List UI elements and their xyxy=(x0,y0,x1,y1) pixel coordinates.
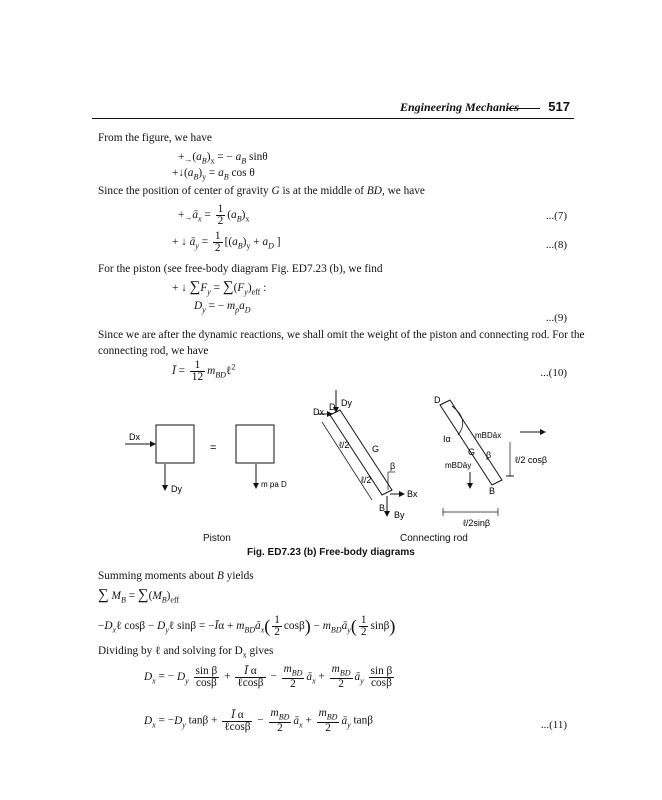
label-Dx-rod: Dx xyxy=(313,407,324,417)
label-By: By xyxy=(394,510,405,520)
para-moments-2: yields xyxy=(223,570,254,582)
figure-caption: Fig. ED7.23 (b) Free-body diagrams xyxy=(247,547,415,558)
label-Ialpha: Iα xyxy=(443,434,451,444)
label-G-rod2: G xyxy=(468,447,476,457)
label-piston: Piston xyxy=(203,533,231,544)
label-connecting-rod: Connecting rod xyxy=(400,533,468,544)
header-rule xyxy=(92,118,574,119)
label-beta-rod: β xyxy=(390,461,396,471)
para-moments-1: Summing moments about xyxy=(98,570,217,582)
label-G-rod: G xyxy=(372,444,380,454)
para-dividing-sub: x xyxy=(242,650,247,660)
piston-inertia-box xyxy=(236,425,274,463)
label-D-rod: D xyxy=(329,402,336,412)
label-mpaD: m pa D xyxy=(261,480,287,489)
running-header xyxy=(400,100,570,114)
para-center-gravity-1: Since the position of center of gravity xyxy=(98,185,272,197)
eqno-11: ...(11) xyxy=(540,719,567,731)
equation-11: $D_x = -D_y$ tanβ + $\frac{\text{Ī α}}{\text{ℓcosβ}}$ − $\frac{m_{BD}}{2}$ $ā_x$ + $\frac{m_{BD}}{2}$ $ā_y$ tanβ xyxy=(144,707,374,735)
eqno-8: ...(8) xyxy=(545,239,567,251)
equation-sum-moments: ∑ $M_B = \sum(M_B)_{eff}$ xyxy=(98,587,180,605)
equation-sum-forces: + ↓ $\sum F_y = \sum(F_y)_{eff}$ : xyxy=(172,279,267,297)
label-beta-rod2: β xyxy=(486,450,492,460)
para-moments-B: B xyxy=(216,570,224,582)
equation-10: Ī = $\frac{1}{12}$ $m_{BD}\ell^2$ xyxy=(172,359,236,383)
label-l2cos: ℓ/2 cosβ xyxy=(515,455,548,465)
header-dash xyxy=(508,108,540,109)
para-center-gravity-BD: BD xyxy=(366,185,382,197)
label-Dy-rod: Dy xyxy=(341,398,352,408)
equation-7: $+\to ā_x$ = $\frac{1}{2}$ $(a_B)_x$ xyxy=(178,203,250,227)
label-l2sin: ℓ/2sinβ xyxy=(463,518,491,528)
label-l2-bottom: ℓ/2 xyxy=(361,475,372,485)
equation-Dx-1: $D_x$ = − $D_y$ $\frac{\text{sin β}}{\cos\beta}$ + $\frac{\text{Ī α}}{\text{ℓcosβ}}$ − $\frac{m_{BD}}{2}$ $ā_x$ + $\frac{m_{BD}}{2}$ $ā_y$ $\frac{\text{sin β}}{\cos\beta}$ xyxy=(144,663,393,691)
page-number: 517 xyxy=(548,99,570,114)
label-mbday: mBDāy xyxy=(445,461,472,470)
piston-box xyxy=(156,425,194,463)
equation-aBy: $+↓(a_B)_y = a_B$ cos θ xyxy=(172,167,255,182)
para-center-gravity-3: , we have xyxy=(381,185,425,197)
para-dynamic-2: connecting rod, we have xyxy=(98,345,209,357)
label-B-rod: B xyxy=(379,503,386,513)
book-title: Engineering Mechanics xyxy=(400,100,520,114)
para-from-figure: From the figure, we have xyxy=(98,132,212,144)
eqno-10: ...(10) xyxy=(540,367,567,379)
label-mbdax: mBDāx xyxy=(475,431,502,440)
equals-sign: = xyxy=(210,442,217,454)
label-Dy: Dy xyxy=(171,484,182,494)
para-dividing-2: gives xyxy=(246,645,274,657)
equation-moment-expanded: $-D_x\ell$ $\cos\beta - D_y\ell$ sinβ = −Īα + $m_{BD}ā_x$( $\frac{1}{2}$ $\cos\beta) - m_{BD}ā_y$( $\frac{1}{2}$ sinβ) xyxy=(98,614,396,638)
eqno-7: ...(7) xyxy=(545,210,567,222)
equation-aBx: $+\to(a_B)_x$ = − $a_B$ sinθ xyxy=(178,151,268,166)
para-dividing xyxy=(98,644,273,662)
para-dividing-1: Dividing by ℓ and solving for D xyxy=(98,645,243,657)
label-l2-top: ℓ/2 xyxy=(339,440,350,450)
para-center-gravity xyxy=(98,184,425,198)
label-Bx: Bx xyxy=(407,489,418,499)
label-D-rod2: D xyxy=(434,395,441,405)
label-B-rod2: B xyxy=(489,486,496,496)
equation-8: + ↓ $ā_y$ = $\frac{1}{2}$ [$(a_B)_y + a_D$ ] xyxy=(172,230,281,254)
free-body-diagram xyxy=(0,390,662,570)
para-dynamic-1: Since we are after the dynamic reactions, we shall omit the weight of the piston and connecting rod. For the xyxy=(98,329,585,341)
equation-9: $D_y$ = − $m_pa_D$ xyxy=(194,300,251,315)
para-center-gravity-G: G xyxy=(271,185,280,197)
para-piston: For the piston (see free-body diagram Fig. ED7.23 (b), we find xyxy=(98,263,383,275)
para-center-gravity-2: is at the middle of xyxy=(279,185,367,197)
para-moments xyxy=(98,569,254,583)
label-Dx: Dx xyxy=(129,432,140,442)
eqno-9: ...(9) xyxy=(545,312,567,324)
